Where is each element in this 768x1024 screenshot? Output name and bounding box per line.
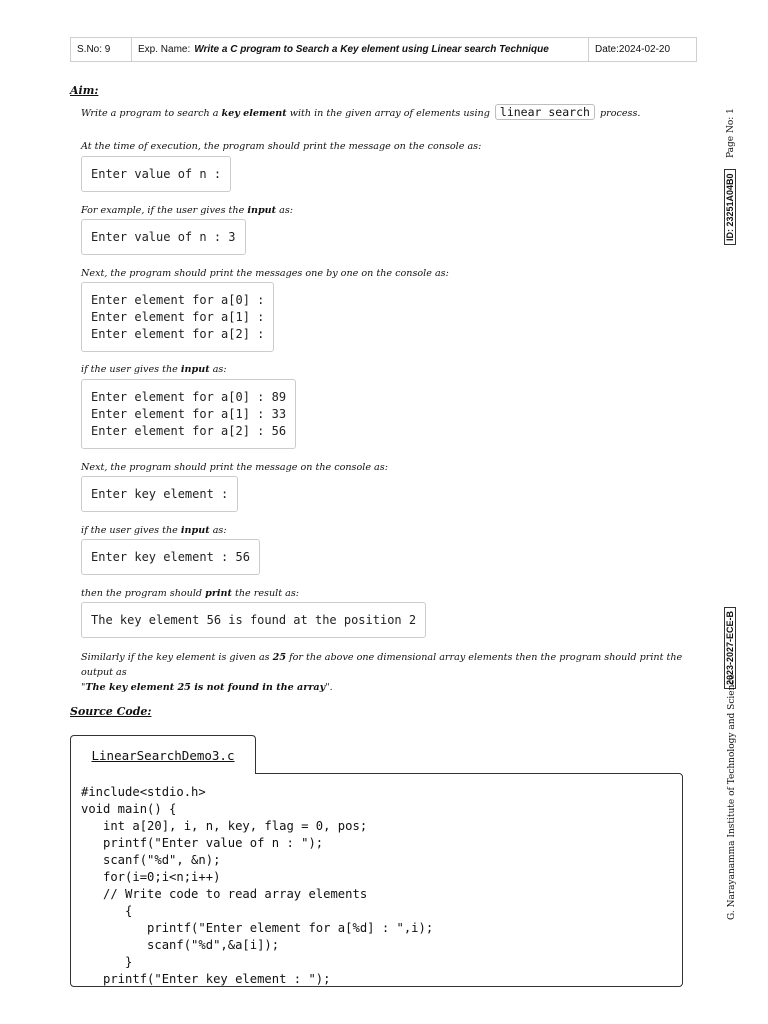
console-element-prompts: Enter element for a[0] : Enter element for a[1] : Enter element for a[2] : [81, 282, 274, 352]
experiment-name: Write a C program to Search a Key element using Linear search Technique [194, 44, 549, 55]
serial-number: S.No: 9 [71, 38, 132, 61]
para-not-found: Similarly if the key element is given as 25 for the above one dimensional array elements then the program should print the output as "The key element 25 is not found in the array". [81, 652, 683, 693]
experiment-name-cell [132, 38, 589, 61]
code-line: printf("Enter value of n : "); [81, 836, 324, 850]
code-line: } [81, 955, 133, 969]
aim-intro: Write a program to search a key element with in the given array of elements using linear search process. [81, 105, 641, 119]
para-example-input: For example, if the user gives the input as: [81, 205, 294, 216]
code-line: for(i=0;i<n;i++) [81, 870, 221, 884]
console-enter-n: Enter value of n : [81, 156, 231, 192]
para-next-messages: Next, the program should print the messages one by one on the console as: [81, 268, 449, 279]
code-editor[interactable] [70, 773, 683, 987]
experiment-date: Date:2024-02-20 [595, 44, 671, 55]
experiment-name-label: Exp. Name: [138, 44, 191, 55]
code-line: // Write code to read array elements [81, 887, 368, 901]
para-print-result: then the program should print the result as: [81, 588, 299, 599]
source-code-heading: Source Code: [70, 705, 152, 718]
console-key-input: Enter key element : 56 [81, 539, 260, 575]
student-id: ID: 23251A04B0 [724, 169, 736, 245]
console-key-prompt: Enter key element : [81, 476, 238, 512]
code-line: printf("Enter key element : "); [81, 972, 331, 986]
inline-code-linear-search: linear search [495, 104, 595, 120]
para-print-message: At the time of execution, the program should print the message on the console as: [81, 141, 482, 152]
file-tab-linear-search[interactable]: LinearSearchDemo3.c [70, 735, 256, 774]
institute-name: G. Narayanamma Institute of Technology and Science [727, 674, 737, 920]
aim-heading: Aim: [70, 84, 99, 97]
code-line: printf("Enter element for a[%d] : ",i); [81, 921, 434, 935]
code-line: #include<stdio.h> [81, 785, 206, 799]
code-line: scanf("%d",&a[i]); [81, 938, 280, 952]
page-number: Page No: 1 [726, 108, 736, 158]
code-line: scanf("%d", &n); [81, 853, 221, 867]
para-user-key-input: if the user gives the input as: [81, 525, 227, 536]
console-result: The key element 56 is found at the position 2 [81, 602, 426, 638]
console-enter-n-input: Enter value of n : 3 [81, 219, 246, 255]
console-element-inputs: Enter element for a[0] : 89 Enter element for a[1] : 33 Enter element for a[2] : 56 [81, 379, 296, 449]
code-line: { [81, 904, 133, 918]
experiment-header [70, 37, 697, 62]
para-next-message: Next, the program should print the message on the console as: [81, 462, 388, 473]
code-line: int a[20], i, n, key, flag = 0, pos; [81, 819, 368, 833]
code-line: void main() { [81, 802, 177, 816]
para-user-input: if the user gives the input as: [81, 364, 227, 375]
batch-label: 2023-2027-ECE-B [724, 607, 736, 689]
